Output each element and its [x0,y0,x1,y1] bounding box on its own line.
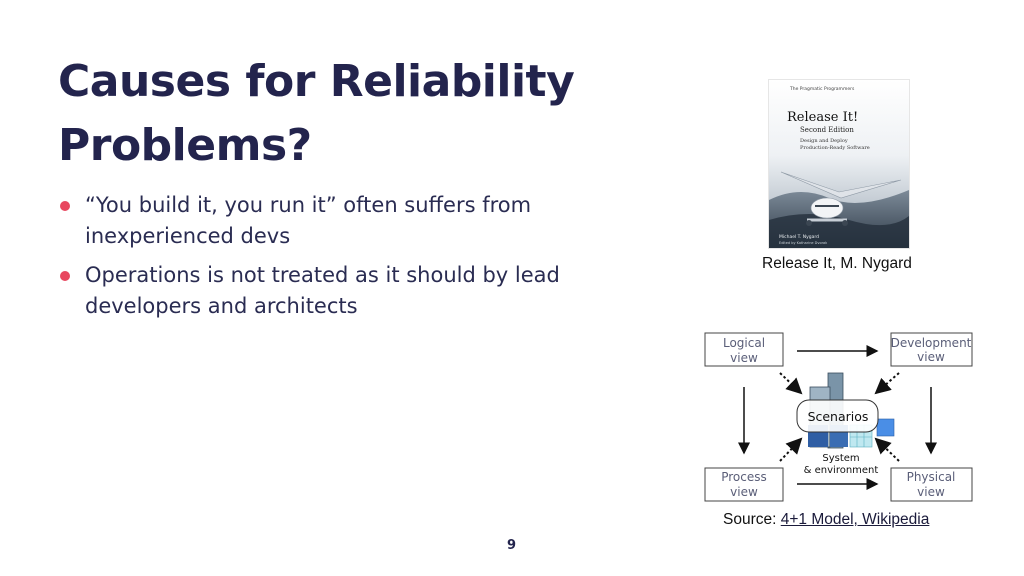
page-number: 9 [507,538,517,553]
bullet-text: “You build it, you run it” often suffers from inexperienced devs [85,193,532,248]
dashed-arrow-development [876,373,899,393]
bullet-list [60,190,600,330]
bullet-item [60,190,600,252]
dashed-arrow-logical [780,373,801,393]
bullet-dot-icon [60,201,70,211]
system-label-1: System [822,453,860,464]
process-label-1: Process [721,470,767,484]
source-prefix: Source: [723,511,781,528]
bullet-dot-icon [60,271,70,281]
process-label-2: view [730,485,758,499]
scenarios-label: Scenarios [807,409,869,424]
physical-label-1: Physical [906,470,956,484]
book-subtitle2: Production-Ready Software [800,145,870,151]
slide-title [58,50,658,178]
book-caption: Release It, M. Nygard [762,255,912,272]
bullet-item [60,260,600,322]
book-cover-image [768,79,910,249]
logical-label-2: view [730,351,758,365]
book-subtitle1: Design and Deploy [800,138,848,144]
book-publisher: The Pragmatic Programmers [790,87,855,92]
slide-title-line2: Problems? [58,120,312,171]
physical-label-2: view [917,485,945,499]
book-editor: Edited by Katharine Dvorak [779,241,828,245]
dashed-arrow-physical [876,439,899,461]
dashed-arrow-process [780,439,801,461]
book-author: Michael T. Nygard [779,235,820,240]
logical-label-1: Logical [722,336,766,350]
system-label-2: & environment [803,465,879,476]
bullet-text: Operations is not treated as it should by lead developers and architects [85,263,560,318]
book-edition: Second Edition [800,126,854,134]
slide-title-line1: Causes for Reliability [58,56,575,107]
four-plus-one-diagram [700,325,990,510]
development-label-1: Development [890,336,972,350]
book-title: Release It! [787,110,859,125]
development-label-2: view [917,350,945,364]
source-citation [723,511,929,529]
source-link[interactable]: 4+1 Model, Wikipedia [780,511,930,528]
